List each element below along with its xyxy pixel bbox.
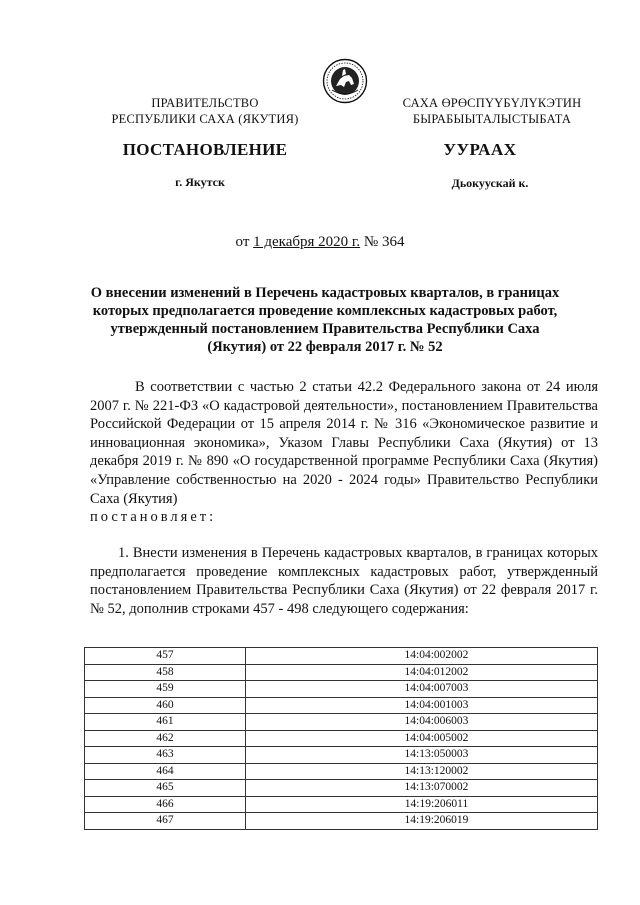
row-number-cell: 459 (85, 681, 246, 698)
item-1 (90, 544, 598, 618)
cadastral-code-cell: 14:04:002002 (246, 648, 598, 665)
row-number-cell: 461 (85, 714, 246, 731)
item-1-text: 1. Внести изменения в Перечень кадастровых кварталов, в границах которых предполагается проведение комплексных кадастровых работ, утвержденный постановлением Правительства Республики Саха (Якутия) от 22 февраля 2017 г. № 52, дополнив строками 457 - 498 следующего содержания: (90, 545, 598, 617)
decree-prefix: от (235, 234, 250, 250)
cadastral-code-cell: 14:04:001003 (246, 697, 598, 714)
cadastral-code-cell: 14:13:050003 (246, 747, 598, 764)
row-number-cell: 460 (85, 697, 246, 714)
cadastral-quarters-table (84, 647, 598, 830)
table-row (85, 747, 598, 764)
table-row (85, 763, 598, 780)
table-row (85, 697, 598, 714)
cadastral-code-cell: 14:04:006003 (246, 714, 598, 731)
resolves-word: постановляет: (90, 509, 217, 526)
preamble-text: В соответствии с частью 2 статьи 42.2 Федерального закона от 24 июля 2007 г. № 221-ФЗ «О кадастровой деятельности», постановлением Правительства Российской Федерации от 15 апреля 2014 г. № 316 «Экономическое развитие и инновационная экономика», Указом Главы Республики Саха (Якутия) от 13 декабря 2019 г. № 890 «О государственной программе Республики Саха (Якутия) «Управление собственностью на 2020 - 2024 годы» Правительство Республики Саха (Якутия) (90, 379, 598, 507)
table-row (85, 664, 598, 681)
preamble-paragraph (90, 378, 598, 527)
government-yakut-line-2: БЫРАБЫЫТАЛЫСТЫБАТА (412, 112, 572, 126)
row-number-cell: 463 (85, 747, 246, 764)
decree-subject: О внесении изменений в Перечень кадастровых кварталов, в границах которых предполагается проведение комплексных кадастровых работ, утвержденный постановлением Правительства Республики Саха (Якутия) от 22 февраля 2017 г. № 52 (90, 285, 560, 355)
document-type-title: ПОСТАНОВЛЕНИЕ (122, 140, 288, 159)
table-row (85, 796, 598, 813)
table-row (85, 780, 598, 797)
government-line-1: ПРАВИТЕЛЬСТВО (151, 96, 259, 110)
row-number-cell: 464 (85, 763, 246, 780)
cadastral-code-cell: 14:04:007003 (246, 681, 598, 698)
row-number-cell: 467 (85, 813, 246, 830)
row-number-cell: 458 (85, 664, 246, 681)
table-row (85, 681, 598, 698)
government-line-2: РЕСПУБЛИКИ САХА (ЯКУТИЯ) (111, 112, 299, 126)
table-row (85, 648, 598, 665)
document-type-title-yakut: УУРААХ (443, 140, 517, 159)
row-number-cell: 465 (85, 780, 246, 797)
city-name-yakut: Дьокуускай к. (451, 176, 529, 190)
government-yakut-line-1: САХА ӨРӨСПҮҮБҮЛҮКЭТИН (402, 96, 582, 110)
city-name: г. Якутск (175, 175, 225, 189)
decree-date-number (0, 234, 640, 251)
government-name (90, 95, 320, 127)
cadastral-code-cell: 14:13:070002 (246, 780, 598, 797)
cadastral-code-cell: 14:19:206011 (246, 796, 598, 813)
cadastral-code-cell: 14:19:206019 (246, 813, 598, 830)
decree-date: 1 декабря 2020 г. (253, 234, 361, 250)
row-number-cell: 457 (85, 648, 246, 665)
table-row (85, 730, 598, 747)
government-name-yakut (372, 95, 612, 127)
row-number-cell: 466 (85, 796, 246, 813)
table-row (85, 813, 598, 830)
cadastral-code-cell: 14:04:012002 (246, 664, 598, 681)
table-row (85, 714, 598, 731)
coat-of-arms-emblem (322, 58, 368, 104)
cadastral-code-cell: 14:04:005002 (246, 730, 598, 747)
decree-number: № 364 (363, 234, 405, 250)
row-number-cell: 462 (85, 730, 246, 747)
cadastral-code-cell: 14:13:120002 (246, 763, 598, 780)
preamble (90, 378, 598, 527)
